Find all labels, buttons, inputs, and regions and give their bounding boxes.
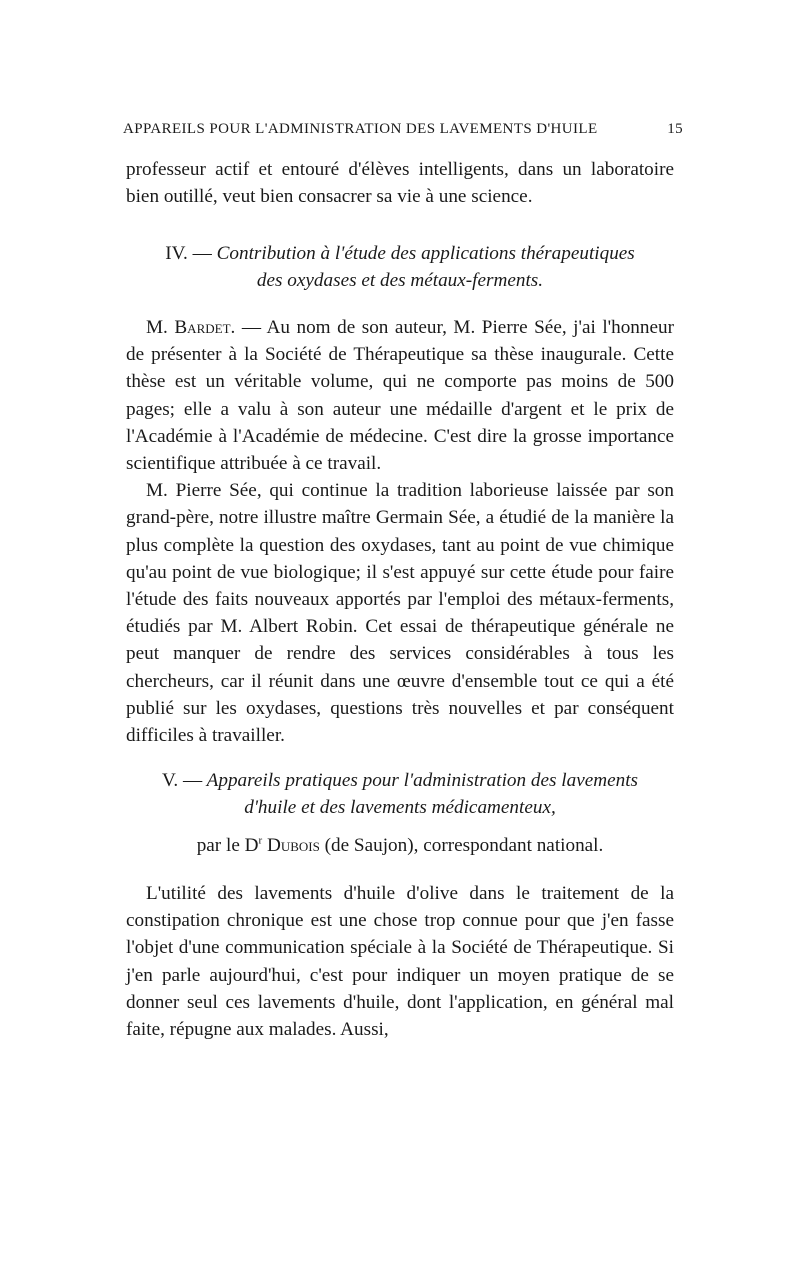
running-head-title: APPAREILS POUR L'ADMINISTRATION DES LAVEMENTS D'HUILE	[123, 121, 598, 137]
bardet-paragraph-2: M. Pierre Sée, qui continue la tradition laborieuse laissée par son grand-père, notre illustre maître Germain Sée, a étudié de la manière la plus complète la question des oxydases, tant au point de vue chimique qu'au point de vue biologique; il s'est appuyé sur cette étude pour faire l'étude des faits nouveaux apportés par l'emploi des métaux-ferments, étudiés par M. Albert Robin. Cet essai de thérapeutique générale ne peut manquer de rendre des services considérables à tous les chercheurs, car il réunit dans une œuvre d'ensemble tout ce qui a été publié sur les oxydases, questions très nouvelles et par conséquent difficiles à travailler.	[126, 480, 674, 747]
dubois-paragraph	[126, 880, 674, 1043]
section-v-title-line-1	[126, 767, 674, 794]
section-v-author-line	[126, 832, 674, 859]
section-v-title-1: Appareils pratiques pour l'administration des lavements	[206, 770, 638, 791]
section-v-title-line-2: d'huile et des lavements médicamenteux,	[244, 797, 556, 819]
section-iv-number: IV. —	[165, 243, 212, 264]
bardet-paragraph-1	[126, 314, 674, 477]
running-head	[123, 121, 683, 143]
bardet-intervention	[126, 314, 674, 749]
paragraph-text: professeur actif et entouré d'élèves intelligents, dans un laboratoire bien outillé, veut bien consacrer sa vie à une science.	[126, 159, 674, 208]
author-name: Dubois	[266, 835, 320, 857]
author-prefix: par le D	[196, 835, 259, 857]
author-title-superscript: r	[258, 835, 263, 848]
continuation-paragraph	[126, 156, 674, 210]
author-suffix: (de Saujon), correspondant national.	[324, 835, 604, 857]
speaker-name: M. Bardet.	[146, 317, 236, 338]
section-iv-heading	[126, 240, 674, 294]
section-iv-title-line-1	[126, 240, 674, 267]
page-number: 15	[667, 121, 683, 137]
section-iv-title-1: Contribution à l'étude des applications thérapeutiques	[216, 243, 635, 264]
section-v-number: V. —	[162, 770, 203, 791]
bardet-paragraph-1-text: — Au nom de son auteur, M. Pierre Sée, j'ai l'honneur de présenter à la Société de Thérapeutique sa thèse inaugurale. Cette thèse est un véritable volume, qui ne comporte pas moins de 500 pages; elle a valu à son auteur une médaille d'argent et le prix de l'Académie à l'Académie de médecine. C'est dire la grosse importance scientifique attribuée à ce travail.	[126, 317, 674, 475]
dubois-paragraph-text: L'utilité des lavements d'huile d'olive dans le traitement de la constipation chronique est une chose trop connue pour que j'en fasse l'objet d'une communication spéciale à la Société de Thérapeutique. Si j'en parle aujourd'hui, c'est pour indiquer un moyen pratique de se donner seul ces lavements d'huile, dont l'application, en général mal faite, répugne aux malades. Aussi,	[126, 883, 674, 1041]
section-v-heading	[126, 767, 674, 860]
section-iv-title-line-2: des oxydases et des métaux-ferments.	[256, 270, 544, 292]
